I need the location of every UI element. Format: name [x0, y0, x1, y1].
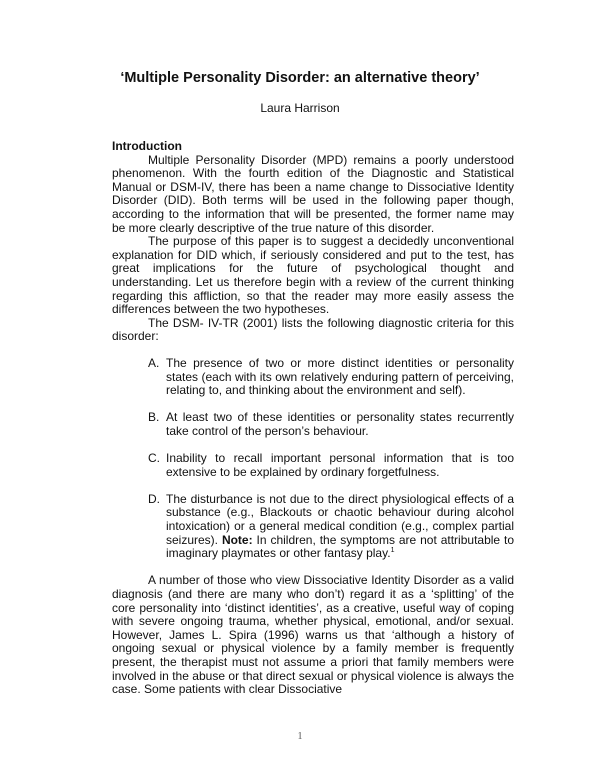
paragraph: Multiple Personality Disorder (MPD) remains a poorly understood phenomenon. With the fourth edition of the Diagnostic and Statistical Manual or DSM-IV, there has been a name change to Dissociative Identity Disorder (DID). Both terms will be used in the following paper though, according to the information that will be presented, the former name may be more clearly descriptive of the true nature of this disorder.: [112, 152, 514, 235]
criteria-text: At least two of these identities or personality states recurrently take control of the person’s behaviour.: [166, 410, 514, 438]
footnote-marker[interactable]: 1: [390, 547, 395, 555]
criteria-item: [148, 411, 514, 438]
criteria-list: [112, 357, 514, 561]
criteria-item: [148, 357, 514, 398]
criteria-text: The disturbance is not due to the direct physiological effects of a substance (e.g., Blackouts or chaotic behaviour during alcohol intoxication) or a general medical condition (e.g., complex partial seizures).: [166, 491, 514, 547]
list-marker: B.: [148, 410, 160, 425]
paragraph: The DSM- IV-TR (2001) lists the following diagnostic criteria for this disorder:: [112, 315, 514, 344]
paper-body: [112, 140, 514, 697]
list-marker: A.: [148, 355, 160, 370]
paragraph: The purpose of this paper is to suggest a decidedly unconventional explanation for DID which, if seriously considered and put to the test, has great implications for the future of psychological thought and understanding. Let us therefore begin with a review of the current thinking regarding this affliction, so that the reader may more easily assess the differences between the two hypotheses.: [112, 234, 514, 317]
section-heading: Introduction: [112, 139, 182, 153]
criteria-text: The presence of two or more distinct identities or personality states (each with its own relatively enduring pattern of perceiving, relating to, and thinking about the environment and self).: [166, 355, 514, 398]
criteria-item: [148, 452, 514, 479]
paper-title: ‘Multiple Personality Disorder: an alternative theory’: [120, 70, 480, 86]
page-number: 1: [297, 731, 303, 742]
criteria-text: Inability to recall important personal information that is too extensive to be explained by ordinary forgetfulness.: [166, 451, 514, 479]
list-marker: C.: [148, 451, 160, 466]
note-label: Note:: [221, 532, 253, 547]
list-marker: D.: [148, 491, 160, 506]
note-text: In children, the symptoms are not attributable to imaginary playmates or other fantasy play.: [166, 532, 515, 561]
criteria-item: [148, 493, 514, 561]
paper-author: Laura Harrison: [260, 101, 340, 115]
paragraph: A number of those who view Dissociative Identity Disorder as a valid diagnosis (and there are many who don’t) regard it as a ‘splitting’ of the core personality into ‘distinct identities’, as a creative, useful way of coping with severe ongoing trauma, whether physical, emotional, and/or sexual. However, James L. Spira (1996) warns us that ‘although a history of ongoing sexual or physical violence by a family member is frequently present, the therapist must not assume a priori that family members were involved in the abuse or that direct sexual or physical violence is always the case. Some patients with clear Dissociative: [112, 573, 514, 697]
